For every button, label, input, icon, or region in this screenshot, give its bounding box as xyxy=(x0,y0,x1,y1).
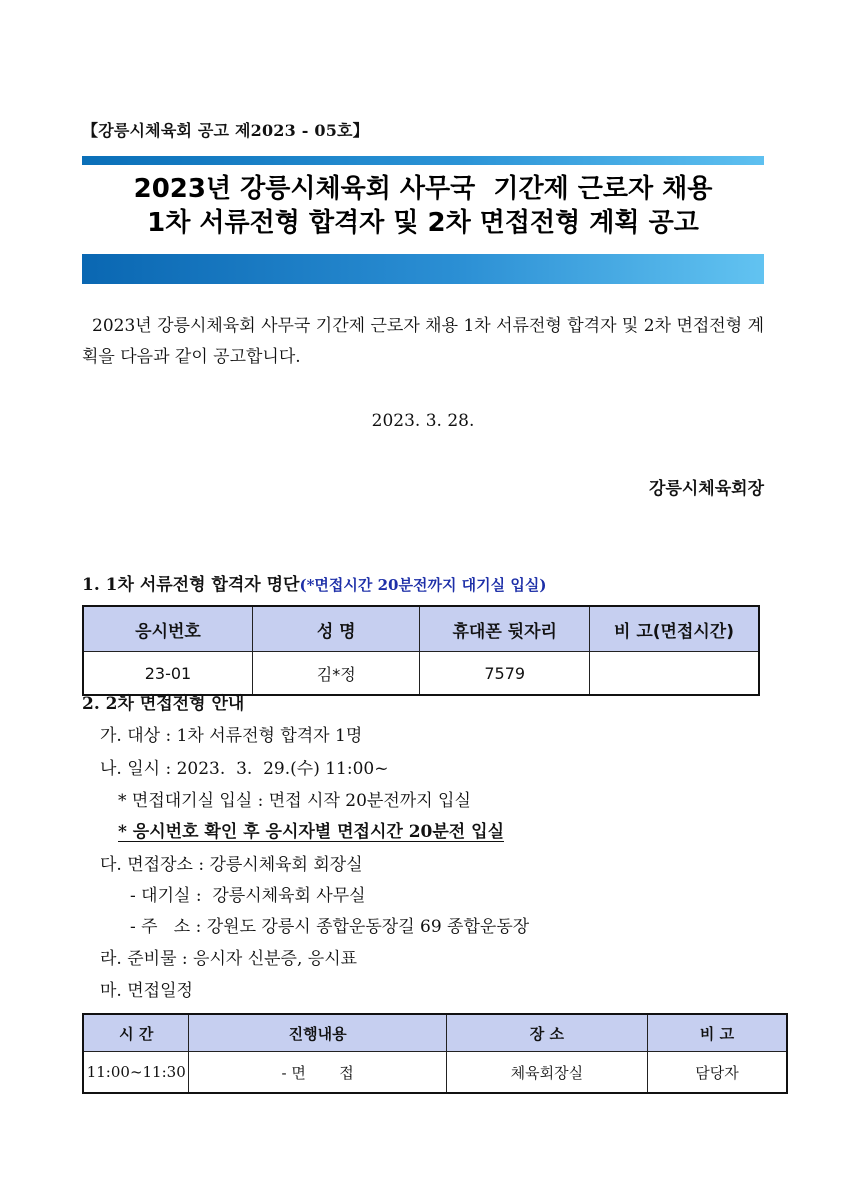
passer-table xyxy=(82,605,760,696)
col-remarks: 비 고(면접시간) xyxy=(589,606,759,652)
item-address: - 주 소 : 강원도 강릉시 종합운동장길 69 종합운동장 xyxy=(130,917,530,937)
col-note: 비 고 xyxy=(647,1014,787,1052)
cell-remarks xyxy=(589,652,759,696)
item-note-emphasis: * 응시번호 확인 후 응시자별 면접시간 20분전 입실 xyxy=(118,822,504,842)
cell-note: 담당자 xyxy=(647,1052,787,1094)
col-content: 진행내용 xyxy=(189,1014,446,1052)
cell-phone-last: 7579 xyxy=(420,652,590,696)
notice-number: 【강릉시체육회 공고 제2023 - 05호】 xyxy=(82,121,369,140)
item-schedule-heading: 마. 면접일정 xyxy=(100,981,193,1001)
title-bottom-bar xyxy=(82,254,764,284)
signer: 강릉시체육회장 xyxy=(649,479,764,499)
title-top-bar xyxy=(82,156,764,165)
section2-heading: 2. 2차 면접전형 안내 xyxy=(82,694,245,714)
col-place: 장 소 xyxy=(446,1014,647,1052)
schedule-table xyxy=(82,1013,788,1094)
cell-exam-number: 23-01 xyxy=(83,652,252,696)
item-datetime: 나. 일시 : 2023. 3. 29.(수) 11:00~ xyxy=(100,759,389,779)
col-time: 시 간 xyxy=(83,1014,189,1052)
schedule-table-header xyxy=(83,1014,787,1052)
cell-content: - 면 접 xyxy=(189,1052,446,1094)
cell-name: 김*정 xyxy=(252,652,419,696)
passer-table-header xyxy=(83,606,759,652)
section1-title: 1. 1차 서류전형 합격자 명단 xyxy=(82,575,300,595)
notice-date: 2023. 3. 28. xyxy=(371,411,475,431)
title-line-1: 2023년 강릉시체육회 사무국 기간제 근로자 채용 xyxy=(133,174,713,204)
title-line-2: 1차 서류전형 합격자 및 2차 면접전형 계획 공고 xyxy=(147,208,699,238)
col-phone-last: 휴대폰 뒷자리 xyxy=(420,606,590,652)
item-note-waiting: * 면접대기실 입실 : 면접 시작 20분전까지 입실 xyxy=(118,791,471,811)
cell-place: 체육회장실 xyxy=(446,1052,647,1094)
item-target: 가. 대상 : 1차 서류전형 합격자 1명 xyxy=(100,726,363,746)
section1-note: (*면접시간 20분전까지 대기실 입실) xyxy=(299,576,547,594)
table-row xyxy=(83,1052,787,1094)
document-title xyxy=(82,172,764,240)
item-venue: 다. 면접장소 : 강릉시체육회 회장실 xyxy=(100,855,363,875)
cell-time: 11:00~11:30 xyxy=(83,1052,189,1094)
intro-paragraph: 2023년 강릉시체육회 사무국 기간제 근로자 채용 1차 서류전형 합격자 및 2차 면접전형 계획을 다음과 같이 공고합니다. xyxy=(82,316,764,367)
col-name: 성 명 xyxy=(252,606,419,652)
section1-heading xyxy=(82,570,546,595)
item-waiting-room: - 대기실 : 강릉시체육회 사무실 xyxy=(130,886,366,906)
item-materials: 라. 준비물 : 응시자 신분증, 응시표 xyxy=(100,949,358,969)
col-exam-number: 응시번호 xyxy=(83,606,252,652)
